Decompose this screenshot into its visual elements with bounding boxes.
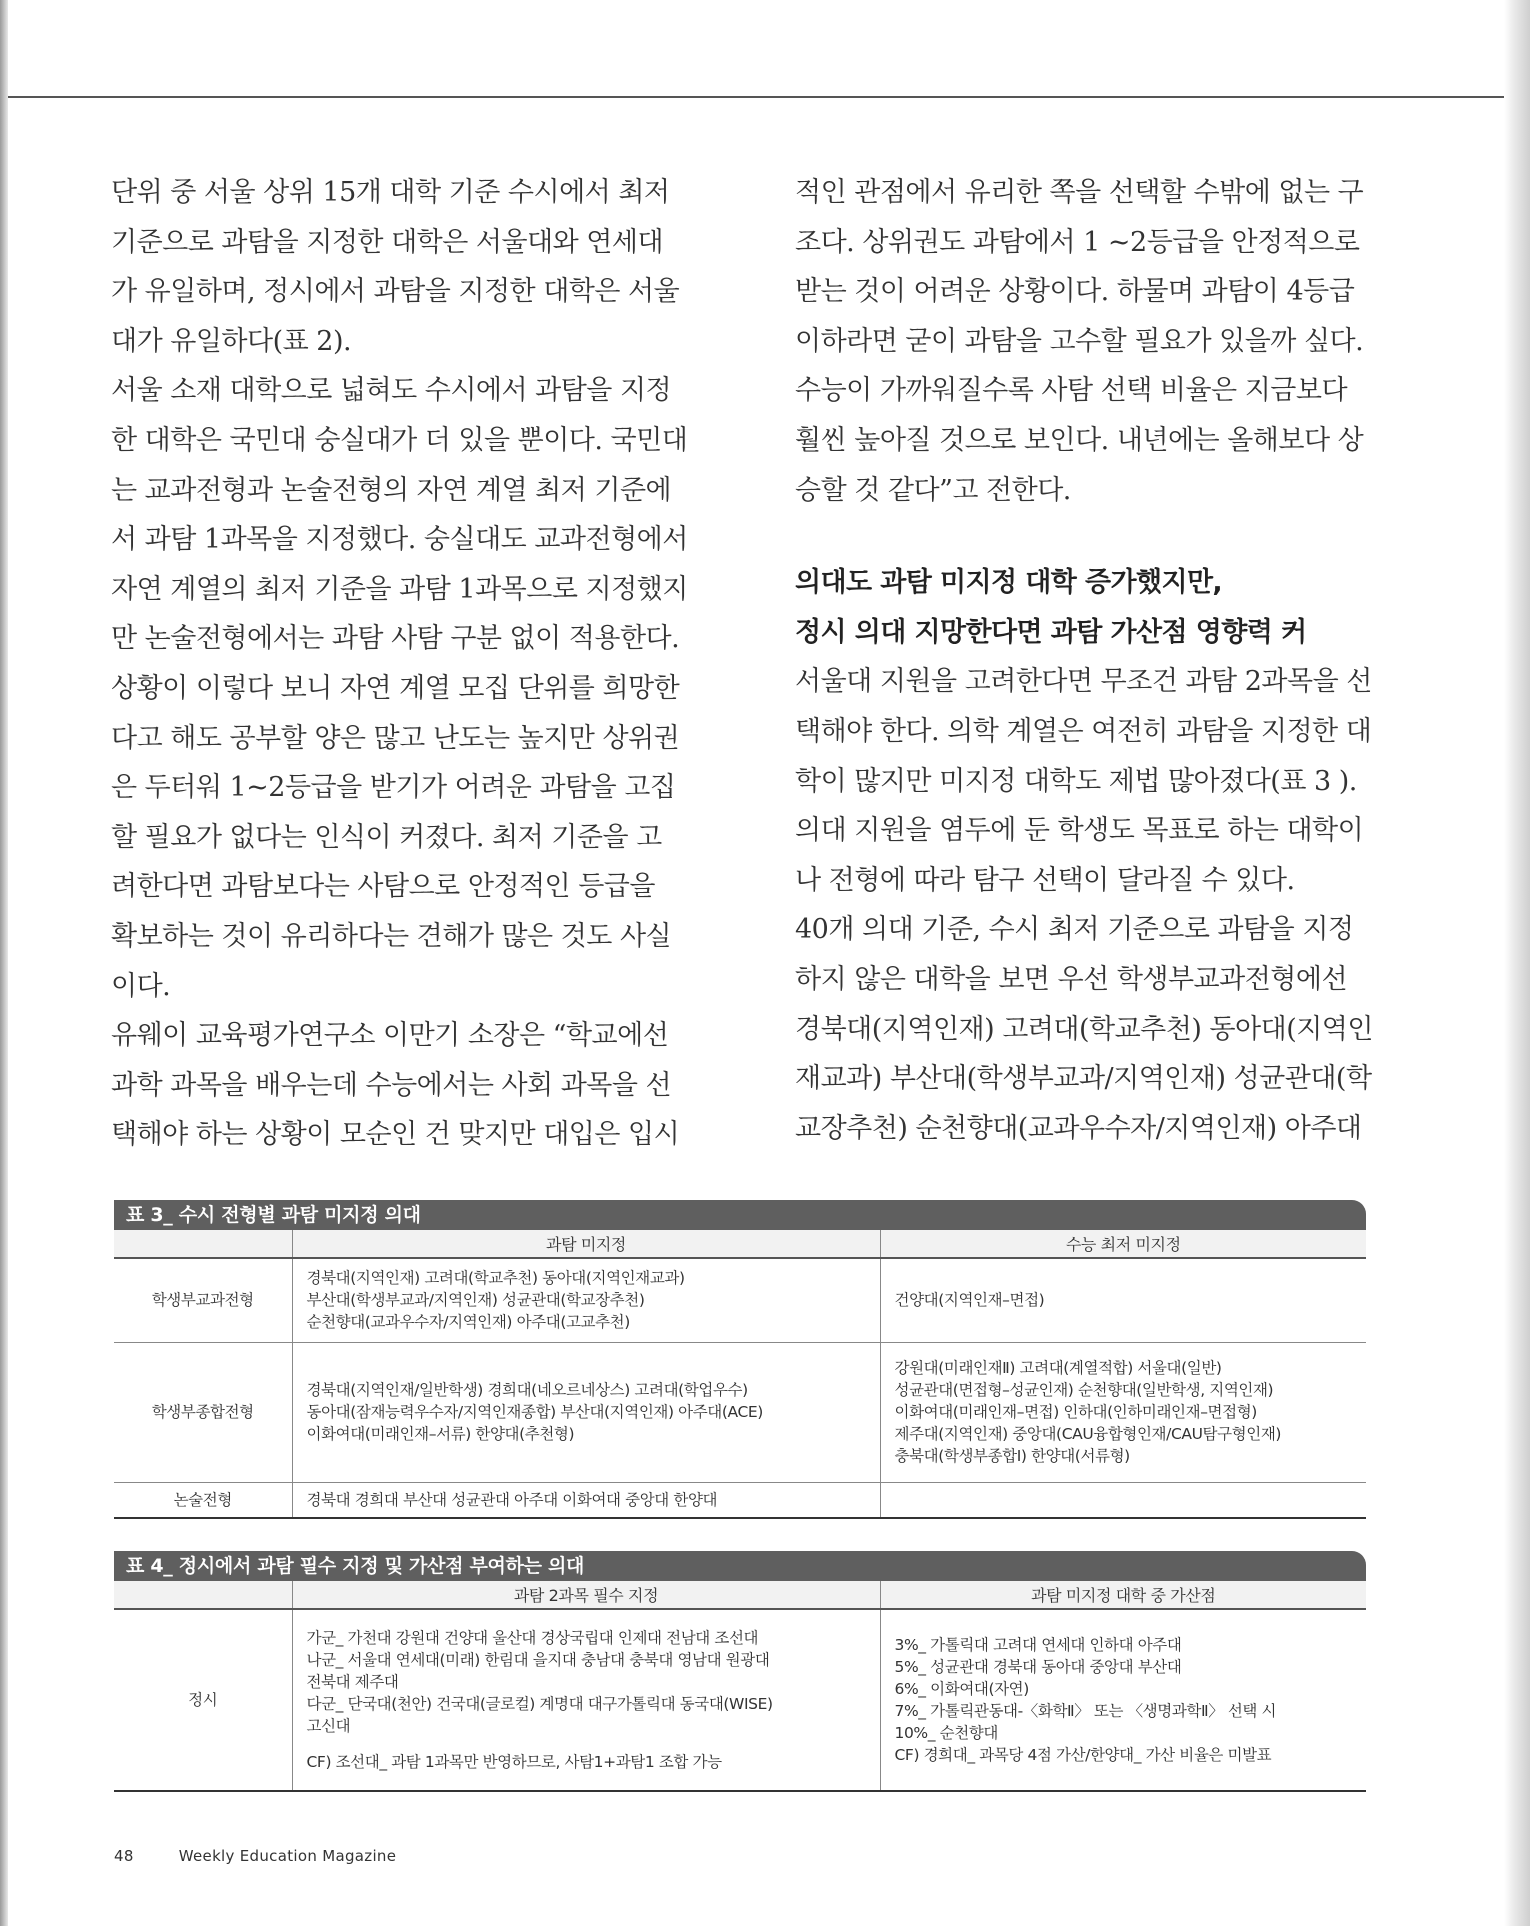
body-line: 가 유일하며, 정시에서 과탐을 지정한 대학은 서울	[111, 276, 680, 308]
body-line: 조다. 상위권도 과탐에서 1 ~2등급을 안정적으로	[795, 226, 1360, 258]
body-line: 기준으로 과탐을 지정한 대학은 서울대와 연세대	[111, 226, 664, 258]
body-line: 다고 해도 공부할 양은 많고 난도는 높지만 상위권	[111, 722, 680, 754]
body-line: 서 과탐 1과목을 지정했다. 숭실대도 교과전형에서	[111, 524, 688, 556]
cell-line: 부산대(학생부교과/지역인재) 성균관대(학교장추천)	[306, 1291, 645, 1310]
table-header-cell	[114, 1581, 292, 1609]
body-line: 상황이 이렇다 보니 자연 계열 모집 단위를 희망한	[111, 672, 680, 704]
cell-line: 고신대	[306, 1717, 351, 1735]
cell-line: 경북대(지역인재) 고려대(학교추천) 동아대(지역인재교과)	[306, 1269, 685, 1288]
body-line: 학이 많지만 미지정 대학도 제법 많아졌다(표 3 ).	[795, 765, 1357, 797]
body-column-right	[795, 168, 1373, 1153]
table-header-cell: 과탐 미지정	[292, 1230, 880, 1258]
body-line: 만 논술전형에서는 과탐 사탐 구분 없이 적용한다.	[111, 623, 680, 655]
body-line: 한 대학은 국민대 숭실대가 더 있을 뿐이다. 국민대	[111, 424, 688, 456]
body-line: 교장추천) 순천향대(교과우수자/지역인재) 아주대	[795, 1112, 1362, 1144]
cell-line: 10%_ 순천향대	[894, 1724, 998, 1742]
body-line: 택해야 하는 상황이 모순인 건 맞지만 대입은 입시	[111, 1119, 680, 1151]
body-line: 할 필요가 없다는 인식이 커졌다. 최저 기준을 고	[111, 821, 662, 853]
table-cell	[292, 1482, 880, 1518]
cell-line: 경북대(지역인재/일반학생) 경희대(네오르네상스) 고려대(학업우수)	[306, 1381, 748, 1399]
table3	[114, 1230, 1366, 1519]
body-line: 은 두터워 1~2등급을 받기가 어려운 과탐을 고집	[111, 772, 676, 804]
table-cell	[880, 1258, 1366, 1342]
table-header-cell	[114, 1230, 292, 1258]
body-column-left	[111, 168, 688, 1160]
body-line: 는 교과전형과 논술전형의 자연 계열 최저 기준에	[111, 474, 672, 506]
cell-line: 5%_ 성균관대 경북대 동아대 중앙대 부산대	[894, 1658, 1182, 1676]
cell-line: 순천향대(교과우수자/지역인재) 아주대(고교추천)	[306, 1313, 630, 1332]
table-cell	[880, 1482, 1366, 1518]
body-line: 경북대(지역인재) 고려대(학교추천) 동아대(지역인	[795, 1013, 1373, 1045]
row-label: 논술전형	[114, 1482, 292, 1518]
table-cell	[880, 1609, 1366, 1791]
body-line: 단위 중 서울 상위 15개 대학 기준 수시에서 최저	[111, 177, 670, 208]
table-cell	[292, 1609, 880, 1791]
table-header-cell: 수능 최저 미지정	[880, 1230, 1366, 1258]
body-line: 이하라면 굳이 과탐을 고수할 필요가 있을까 싶다.	[795, 325, 1364, 357]
cell-line: 7%_ 가톨릭관동대-〈화학Ⅱ〉 또는 〈생명과학Ⅱ〉 선택 시	[894, 1702, 1277, 1720]
page-edge-left	[0, 0, 8, 1926]
table3-title: 표 3_ 수시 전형별 과탐 미지정 의대	[114, 1200, 1366, 1230]
cell-line: 충북대(학생부종합Ⅰ) 한양대(서류형)	[894, 1447, 1130, 1465]
body-line: 재교과) 부산대(학생부교과/지역인재) 성균관대(학	[795, 1063, 1372, 1095]
cell-line: 동아대(잠재능력우수자/지역인재종합) 부산대(지역인재) 아주대(ACE)	[306, 1403, 763, 1421]
body-line: 자연 계열의 최저 기준을 과탐 1과목으로 지정했지	[111, 573, 688, 605]
table-row	[114, 1342, 1366, 1482]
row-label: 학생부교과전형	[114, 1258, 292, 1342]
body-line: 유웨이 교육평가연구소 이만기 소장은 “학교에선	[111, 1020, 669, 1052]
cell-line: 나군_ 서울대 연세대(미래) 한림대 을지대 충남대 충북대 영남대 원광대	[306, 1651, 770, 1669]
cell-line: 6%_ 이화여대(자연)	[894, 1680, 1029, 1698]
body-line: 택해야 한다. 의학 계열은 여전히 과탐을 지정한 대	[795, 715, 1372, 747]
cell-line: 이화여대(미래인재–서류) 한양대(추천형)	[306, 1425, 575, 1443]
table4-title: 표 4_ 정시에서 과탐 필수 지정 및 가산점 부여하는 의대	[114, 1551, 1366, 1581]
cell-line: CF) 경희대_ 과목당 4점 가산/한양대_ 가산 비율은 미발표	[894, 1746, 1272, 1764]
body-line: 하지 않은 대학을 보면 우선 학생부교과전형에선	[795, 963, 1348, 995]
section-heading: 의대도 과탐 미지정 대학 증가했지만,	[795, 567, 1223, 599]
body-line: 과학 과목을 배우는데 수능에서는 사회 과목을 선	[111, 1069, 672, 1101]
table-cell	[880, 1342, 1366, 1482]
table-row	[114, 1609, 1366, 1791]
table-cell	[292, 1342, 880, 1482]
page-edge-right	[1504, 0, 1530, 1926]
table-row	[114, 1258, 1366, 1342]
cell-line: 가군_ 가천대 강원대 건양대 울산대 경상국립대 인제대 전남대 조선대	[306, 1629, 759, 1647]
body-line: 훨씬 높아질 것으로 보인다. 내년에는 올해보다 상	[795, 424, 1364, 456]
table-header-cell: 과탐 2과목 필수 지정	[292, 1581, 880, 1609]
body-line: 확보하는 것이 유리하다는 견해가 많은 것도 사실	[111, 920, 672, 952]
body-line: 적인 관점에서 유리한 쪽을 선택할 수밖에 없는 구	[795, 177, 1364, 208]
cell-note: CF) 조선대_ 과탐 1과목만 반영하므로, 사탐1+과탐1 조합 가능	[306, 1753, 722, 1771]
body-line: 이다.	[111, 970, 171, 1002]
row-label: 정시	[114, 1609, 292, 1791]
cell-line: 3%_ 가톨릭대 고려대 연세대 인하대 아주대	[894, 1636, 1182, 1654]
header-rule	[8, 96, 1504, 98]
page-footer	[114, 1847, 396, 1865]
body-line: 대가 유일하다(표 2).	[111, 325, 352, 357]
table-row	[114, 1482, 1366, 1518]
cell-line: 건양대(지역인재–면접)	[894, 1291, 1045, 1310]
table-header-row	[114, 1230, 1366, 1258]
body-line: 승할 것 같다”고 전한다.	[795, 474, 1071, 506]
body-line: 려한다면 과탐보다는 사탐으로 안정적인 등급을	[111, 871, 655, 903]
cell-line: 전북대 제주대	[306, 1673, 399, 1691]
table-cell	[292, 1258, 880, 1342]
cell-line: 제주대(지역인재) 중앙대(CAU융합형인재/CAU탐구형인재)	[894, 1425, 1282, 1443]
cell-line: 강원대(미래인재Ⅱ) 고려대(계열적합) 서울대(일반)	[894, 1359, 1222, 1377]
body-line: 서울 소재 대학으로 넓혀도 수시에서 과탐을 지정	[111, 375, 672, 407]
body-line: 의대 지원을 염두에 둔 학생도 목표로 하는 대학이	[795, 815, 1364, 847]
section-heading: 정시 의대 지망한다면 과탐 가산점 영향력 커	[795, 616, 1307, 648]
body-line: 40개 의대 기준, 수시 최저 기준으로 과탐을 지정	[795, 914, 1354, 946]
body-line: 수능이 가까워질수록 사탐 선택 비율은 지금보다	[795, 375, 1348, 407]
cell-line: 이화여대(미래인재–면접) 인하대(인하미래인재–면접형)	[894, 1403, 1257, 1421]
body-line: 나 전형에 따라 탐구 선택이 달라질 수 있다.	[795, 864, 1295, 896]
table-header-cell: 과탐 미지정 대학 중 가산점	[880, 1581, 1366, 1609]
table-header-row	[114, 1581, 1366, 1609]
cell-line: 경북대 경희대 부산대 성균관대 아주대 이화여대 중앙대 한양대	[306, 1490, 718, 1509]
magazine-name: Weekly Education Magazine	[178, 1847, 397, 1865]
body-line: 받는 것이 어려운 상황이다. 하물며 과탐이 4등급	[795, 276, 1355, 308]
cell-line: 성균관대(면접형–성균인재) 순천향대(일반학생, 지역인재)	[894, 1381, 1274, 1399]
row-label: 학생부종합전형	[114, 1342, 292, 1482]
page-number: 48	[114, 1847, 134, 1865]
table4	[114, 1581, 1366, 1792]
body-line: 서울대 지원을 고려한다면 무조건 과탐 2과목을 선	[795, 666, 1372, 698]
cell-line: 다군_ 단국대(천안) 건국대(글로컬) 계명대 대구가톨릭대 동국대(WISE)	[306, 1695, 773, 1713]
